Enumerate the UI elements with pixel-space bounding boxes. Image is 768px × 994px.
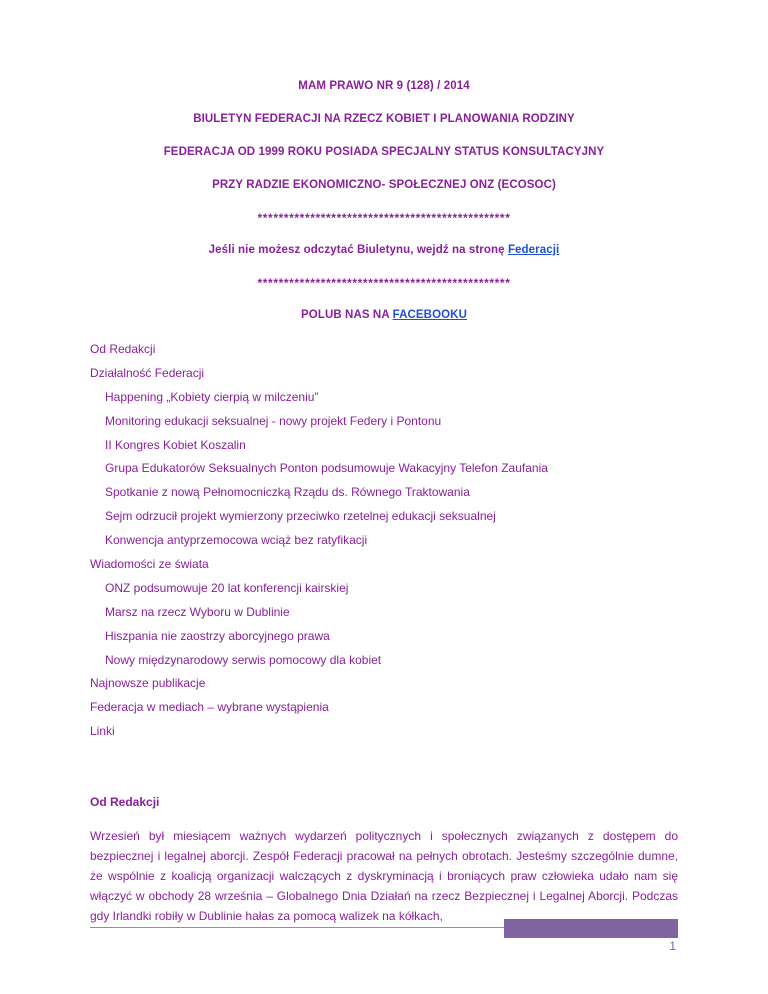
status-line: FEDERACJA OD 1999 ROKU POSIADA SPECJALNY STATUS KONSULTACYJNY xyxy=(163,146,605,158)
toc-item[interactable]: Wiadomości ze świata xyxy=(90,557,209,572)
bulletin-header xyxy=(0,78,768,340)
page-number: 1 xyxy=(669,939,676,953)
separator-stars-bottom: ************************************************ xyxy=(257,276,511,290)
footer-accent-bar xyxy=(504,919,678,938)
read-online-text: Jeśli nie możesz odczytać Biuletynu, wejdź na stronę xyxy=(208,244,508,256)
toc-subitem[interactable]: Sejm odrzucił projekt wymierzony przeciwko rzetelnej edukacji seksualnej xyxy=(105,509,496,524)
toc-item[interactable]: Działalność Federacji xyxy=(90,365,205,380)
section-heading: Od Redakcji xyxy=(90,795,160,809)
toc-subitem[interactable]: Monitoring edukacji seksualnej - nowy projekt Federy i Pontonu xyxy=(105,413,442,428)
toc-subitem[interactable]: ONZ podsumowuje 20 lat konferencji kairskiej xyxy=(105,580,349,595)
toc-item[interactable]: Od Redakcji xyxy=(90,342,156,356)
toc-item[interactable]: Najnowsze publikacje xyxy=(90,676,206,691)
bulletin-title: BIULETYN FEDERACJI NA RZECZ KOBIET I PLANOWANIA RODZINY xyxy=(193,113,575,125)
footer-rule xyxy=(90,927,504,928)
section-body: Wrzesień był miesiącem ważnych wydarzeń politycznych i społecznych związanych z dostępem do bezpiecznej i legalnej aborcji. Zespół Federacji pracował na pełnych obrotach. Jesteśmy szczególnie dumne, że wspólnie z koalicją organizacji walczących z dyskryminacją i broniących praw człowieka udało nam się włączyć w obchody 28 września – Globalnego Dnia Działań na rzecz Bezpiecznej i Legalnej Aborcji. Podczas gdy Irlandki robiły w Dublinie hałas za pomocą walizek na kółkach, xyxy=(90,829,678,923)
toc-subitem[interactable]: Konwencja antyprzemocowa wciąż bez ratyfikacji xyxy=(105,533,368,548)
facebook-line xyxy=(0,307,768,323)
separator-stars-top: ************************************************ xyxy=(257,211,511,225)
toc-subitem[interactable]: Grupa Edukatorów Seksualnych Ponton podsumowuje Wakacyjny Telefon Zaufania xyxy=(105,461,548,476)
toc-item[interactable]: Federacja w mediach – wybrane wystąpienia xyxy=(90,700,329,715)
facebook-link[interactable]: FACEBOOKU xyxy=(392,309,467,321)
toc-subitem[interactable]: II Kongres Kobiet Koszalin xyxy=(105,437,246,452)
toc-subitem[interactable]: Marsz na rzecz Wyboru w Dublinie xyxy=(105,604,290,619)
toc-subitem[interactable]: Nowy międzynarodowy serwis pomocowy dla kobiet xyxy=(105,652,382,667)
toc-item[interactable]: Linki xyxy=(90,724,115,739)
federacja-link[interactable]: Federacji xyxy=(507,244,560,256)
facebook-text: POLUB NAS NA xyxy=(301,309,393,321)
toc-subitem[interactable]: Spotkanie z nową Pełnomocniczką Rządu ds. Równego Traktowania xyxy=(105,485,470,500)
ecosoc-line: PRZY RADZIE EKONOMICZNO- SPOŁECZNEJ ONZ (ECOSOC) xyxy=(212,179,556,191)
toc-subitem[interactable]: Happening „Kobiety cierpią w milczeniu” xyxy=(105,389,319,404)
issue-title: MAM PRAWO NR 9 (128) / 2014 xyxy=(298,80,470,92)
read-online-line xyxy=(0,242,768,258)
table-of-contents xyxy=(90,342,690,748)
toc-subitem[interactable]: Hiszpania nie zaostrzy aborcyjnego prawa xyxy=(105,628,330,643)
